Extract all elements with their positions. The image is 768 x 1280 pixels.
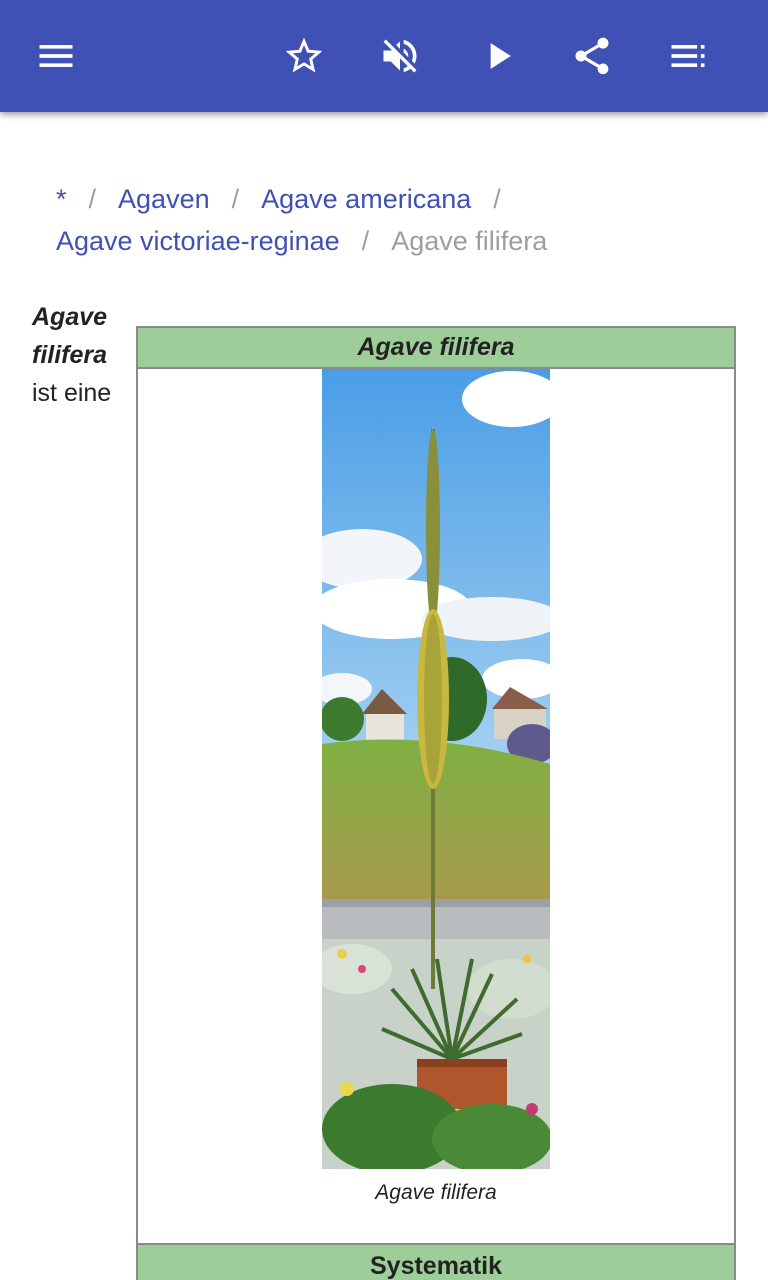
app-bar [0,0,768,112]
star-icon [282,34,326,78]
share-icon [570,34,614,78]
menu-button[interactable] [26,26,86,86]
breadcrumb-separator: / [493,184,501,214]
volume-off-icon [378,34,422,78]
play-button[interactable] [468,26,528,86]
share-button[interactable] [562,26,622,86]
breadcrumb [56,178,736,262]
contents-button[interactable] [658,26,718,86]
breadcrumb-separator: / [231,184,240,214]
agave-photo-illustration [322,369,550,1169]
favorite-button[interactable] [274,26,334,86]
infobox-section-systematik: Systematik [138,1243,734,1280]
breadcrumb-separator: / [361,226,370,256]
breadcrumb-agaven[interactable]: Agaven [118,184,210,214]
playlist-icon [666,34,710,78]
image-caption: Agave filifera [375,1181,497,1204]
breadcrumb-agave-americana[interactable]: Agave americana [261,184,472,214]
plant-photo[interactable] [322,369,550,1169]
mute-button[interactable] [370,26,430,86]
infobox-title: Agave filifera [138,328,734,369]
article-text: ist eine [32,379,112,407]
breadcrumb-root[interactable]: * [56,184,67,214]
article-subject: Agave filifera [32,303,108,369]
menu-icon [34,34,78,78]
breadcrumb-current: Agave filifera [391,226,548,256]
play-icon [476,34,520,78]
article-lead [32,298,132,412]
breadcrumb-agave-victoriae-reginae[interactable]: Agave victoriae-reginae [56,226,340,256]
breadcrumb-separator: / [88,184,97,214]
infobox [136,326,736,1280]
